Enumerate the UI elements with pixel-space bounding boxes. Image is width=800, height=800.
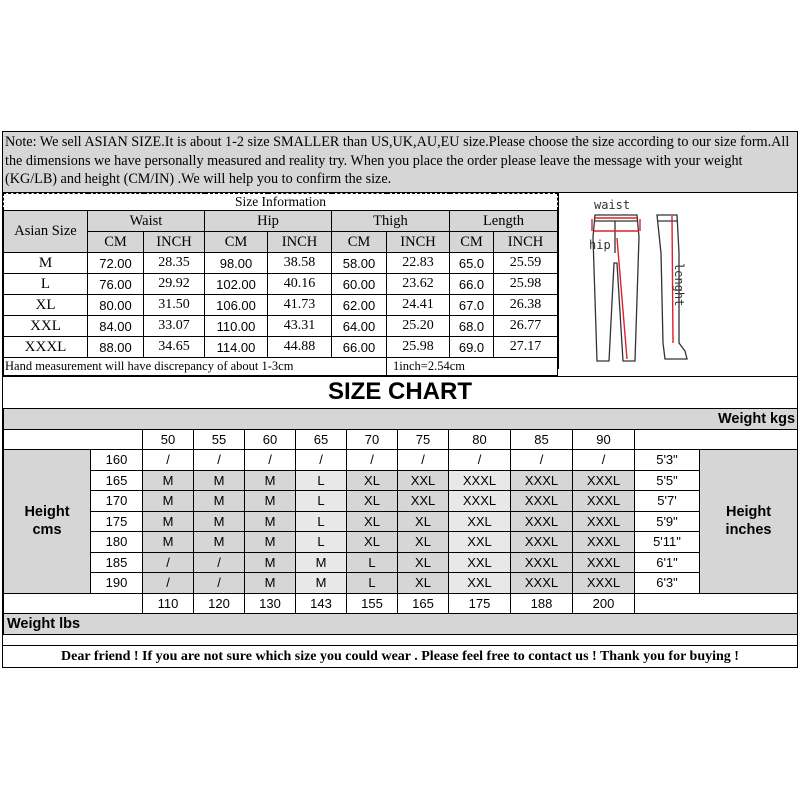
- size-cell: /: [449, 450, 511, 471]
- size-cell: XXXL: [511, 552, 573, 573]
- size-cell: XXL: [449, 573, 511, 594]
- weight-kg-value: 65: [296, 429, 347, 450]
- size-cell: /: [143, 573, 194, 594]
- pants-diagram: [558, 193, 798, 369]
- size-cell: M: [245, 511, 296, 532]
- size-cell: XXL: [449, 552, 511, 573]
- size-cell: /: [398, 450, 449, 471]
- size-cell: XXXL: [573, 552, 635, 573]
- weight-kg-value: 50: [143, 429, 194, 450]
- unit-header: CM: [332, 232, 387, 253]
- size-row: [4, 274, 558, 295]
- height-row: [4, 552, 798, 573]
- weight-lb-value: 175: [449, 593, 511, 614]
- weight-kg-value: 75: [398, 429, 449, 450]
- size-cell: XXXL: [449, 470, 511, 491]
- height-row: [4, 491, 798, 512]
- size-value: 65.0: [450, 253, 494, 274]
- size-chart-title: SIZE CHART: [3, 376, 797, 407]
- size-cell: XL: [347, 470, 398, 491]
- size-cell: L: [296, 532, 347, 553]
- size-note: Note: We sell ASIAN SIZE.It is about 1-2 size SMALLER than US,UK,AU,EU size.Please choose the size according to our size form.All the dimensions we have personally measured and reality try. When you place the order please leave the message with your weight (KG/LB) and height (CM/IN) .We will help you to confirm the size.: [3, 132, 797, 193]
- blank-cell: [635, 593, 798, 614]
- size-cell: XL: [398, 511, 449, 532]
- height-row: [4, 511, 798, 532]
- size-row: [4, 316, 558, 337]
- pants-illustration: [559, 193, 798, 369]
- size-cell: M: [296, 573, 347, 594]
- height-inch-value: 5'5": [635, 470, 700, 491]
- size-cell: XL: [398, 552, 449, 573]
- size-chart: [3, 408, 797, 635]
- size-cell: M: [245, 470, 296, 491]
- length-header: Length: [450, 211, 558, 232]
- unit-header: INCH: [494, 232, 558, 253]
- unit-header: CM: [450, 232, 494, 253]
- size-value: 76.00: [88, 274, 144, 295]
- size-cell: M: [245, 573, 296, 594]
- size-cell: M: [194, 511, 245, 532]
- size-value: 25.20: [387, 316, 450, 337]
- size-value: 38.58: [268, 253, 332, 274]
- size-value: 66.0: [450, 274, 494, 295]
- size-cell: XXXL: [573, 573, 635, 594]
- height-cm-value: 180: [91, 532, 143, 553]
- waist-header: Waist: [88, 211, 205, 232]
- thank-you-message: Dear friend ! If you are not sure which size you could wear . Please feel free to contact us ! Thank you for buying !: [3, 645, 797, 668]
- blank-cell: [4, 429, 143, 450]
- size-value: 28.35: [144, 253, 205, 274]
- size-value: 66.00: [332, 337, 387, 358]
- size-row: [4, 337, 558, 358]
- weight-lb-value: 200: [573, 593, 635, 614]
- asian-size-header: Asian Size: [4, 211, 88, 253]
- size-value: 43.31: [268, 316, 332, 337]
- height-inch-value: 5'11": [635, 532, 700, 553]
- size-cell: M: [296, 552, 347, 573]
- size-cell: M: [143, 491, 194, 512]
- weight-kg-value: 60: [245, 429, 296, 450]
- weight-lb-value: 188: [511, 593, 573, 614]
- size-cell: /: [245, 450, 296, 471]
- size-label: M: [4, 253, 88, 274]
- size-info-title: Size Information: [4, 194, 558, 211]
- size-value: 41.73: [268, 295, 332, 316]
- size-cell: XL: [347, 532, 398, 553]
- size-cell: /: [573, 450, 635, 471]
- height-cms-label: Height cms: [4, 450, 91, 594]
- size-value: 34.65: [144, 337, 205, 358]
- size-value: 25.98: [494, 274, 558, 295]
- size-value: 60.00: [332, 274, 387, 295]
- size-cell: L: [347, 573, 398, 594]
- size-value: 58.00: [332, 253, 387, 274]
- height-row: [4, 573, 798, 594]
- size-value: 68.0: [450, 316, 494, 337]
- size-cell: M: [245, 491, 296, 512]
- size-sheet: [2, 131, 798, 668]
- size-cell: XXXL: [511, 511, 573, 532]
- size-cell: M: [245, 532, 296, 553]
- weight-lb-value: 165: [398, 593, 449, 614]
- size-cell: M: [143, 511, 194, 532]
- size-cell: /: [194, 552, 245, 573]
- weight-lb-value: 110: [143, 593, 194, 614]
- size-value: 114.00: [205, 337, 268, 358]
- height-row: [4, 532, 798, 553]
- measurement-note: Hand measurement will have discrepancy of about 1-3cm: [4, 358, 387, 376]
- height-cm-value: 175: [91, 511, 143, 532]
- size-cell: XXXL: [449, 491, 511, 512]
- weight-kg-value: 85: [511, 429, 573, 450]
- unit-header: INCH: [387, 232, 450, 253]
- size-label: XL: [4, 295, 88, 316]
- size-cell: /: [347, 450, 398, 471]
- height-inch-value: 5'9": [635, 511, 700, 532]
- hip-header: Hip: [205, 211, 332, 232]
- weight-lb-value: 130: [245, 593, 296, 614]
- size-cell: L: [347, 552, 398, 573]
- size-cell: M: [194, 532, 245, 553]
- size-cell: /: [296, 450, 347, 471]
- size-value: 33.07: [144, 316, 205, 337]
- size-cell: M: [245, 552, 296, 573]
- size-cell: XXXL: [511, 491, 573, 512]
- size-cell: XXXL: [573, 491, 635, 512]
- height-cm-value: 170: [91, 491, 143, 512]
- size-cell: /: [194, 573, 245, 594]
- size-cell: XXXL: [511, 573, 573, 594]
- unit-header: INCH: [144, 232, 205, 253]
- size-value: 29.92: [144, 274, 205, 295]
- size-value: 69.0: [450, 337, 494, 358]
- height-cm-value: 185: [91, 552, 143, 573]
- weight-kg-value: 80: [449, 429, 511, 450]
- size-cell: XXXL: [573, 511, 635, 532]
- size-cell: /: [194, 450, 245, 471]
- size-value: 26.77: [494, 316, 558, 337]
- unit-header: INCH: [268, 232, 332, 253]
- size-value: 25.98: [387, 337, 450, 358]
- height-row: [4, 470, 798, 491]
- size-cell: M: [194, 470, 245, 491]
- size-value: 98.00: [205, 253, 268, 274]
- size-value: 72.00: [88, 253, 144, 274]
- size-cell: /: [143, 450, 194, 471]
- size-row: [4, 253, 558, 274]
- size-cell: XXL: [449, 532, 511, 553]
- weight-kg-value: 90: [573, 429, 635, 450]
- size-row: [4, 295, 558, 316]
- size-value: 110.00: [205, 316, 268, 337]
- size-value: 88.00: [88, 337, 144, 358]
- thigh-header: Thigh: [332, 211, 450, 232]
- length-label: lenght: [672, 263, 686, 307]
- unit-header: CM: [88, 232, 144, 253]
- height-cm-value: 190: [91, 573, 143, 594]
- blank-cell: [635, 429, 798, 450]
- size-label: XXL: [4, 316, 88, 337]
- height-inch-value: 6'1": [635, 552, 700, 573]
- size-cell: XXL: [398, 470, 449, 491]
- height-inch-value: 5'7': [635, 491, 700, 512]
- size-cell: /: [143, 552, 194, 573]
- size-value: 67.0: [450, 295, 494, 316]
- size-label: L: [4, 274, 88, 295]
- weight-lb-value: 155: [347, 593, 398, 614]
- size-value: 26.38: [494, 295, 558, 316]
- height-cm-value: 165: [91, 470, 143, 491]
- weight-lb-value: 143: [296, 593, 347, 614]
- height-inches-label: Height inches: [700, 450, 798, 594]
- size-cell: XXXL: [573, 532, 635, 553]
- size-value: 23.62: [387, 274, 450, 295]
- size-cell: M: [143, 470, 194, 491]
- size-value: 84.00: [88, 316, 144, 337]
- size-value: 64.00: [332, 316, 387, 337]
- size-cell: XL: [398, 573, 449, 594]
- size-information-table: [3, 193, 557, 376]
- size-cell: XL: [347, 511, 398, 532]
- size-value: 27.17: [494, 337, 558, 358]
- size-cell: L: [296, 511, 347, 532]
- height-inch-value: 6'3": [635, 573, 700, 594]
- size-cell: XXXL: [511, 470, 573, 491]
- weight-kg-value: 55: [194, 429, 245, 450]
- size-cell: XXXL: [573, 470, 635, 491]
- size-cell: XL: [347, 491, 398, 512]
- size-value: 22.83: [387, 253, 450, 274]
- size-value: 24.41: [387, 295, 450, 316]
- inch-conversion: 1inch=2.54cm: [387, 358, 558, 376]
- size-value: 44.88: [268, 337, 332, 358]
- size-cell: XXL: [398, 491, 449, 512]
- height-row: [4, 450, 798, 471]
- height-cm-value: 160: [91, 450, 143, 471]
- size-value: 62.00: [332, 295, 387, 316]
- size-cell: L: [296, 470, 347, 491]
- weight-lbs-label: Weight lbs: [4, 614, 798, 635]
- size-cell: /: [511, 450, 573, 471]
- height-inch-value: 5'3": [635, 450, 700, 471]
- size-value: 106.00: [205, 295, 268, 316]
- size-cell: XXXL: [511, 532, 573, 553]
- size-value: 31.50: [144, 295, 205, 316]
- weight-lb-value: 120: [194, 593, 245, 614]
- size-value: 80.00: [88, 295, 144, 316]
- size-value: 40.16: [268, 274, 332, 295]
- weight-kg-value: 70: [347, 429, 398, 450]
- size-cell: M: [143, 532, 194, 553]
- size-value: 102.00: [205, 274, 268, 295]
- size-cell: XL: [398, 532, 449, 553]
- unit-header: CM: [205, 232, 268, 253]
- size-cell: XXL: [449, 511, 511, 532]
- weight-kgs-label: Weight kgs: [4, 409, 798, 430]
- size-cell: M: [194, 491, 245, 512]
- size-cell: L: [296, 491, 347, 512]
- size-label: XXXL: [4, 337, 88, 358]
- waist-label: waist: [594, 198, 631, 212]
- size-value: 25.59: [494, 253, 558, 274]
- hip-label: hip: [589, 238, 611, 252]
- blank-cell: [4, 593, 143, 614]
